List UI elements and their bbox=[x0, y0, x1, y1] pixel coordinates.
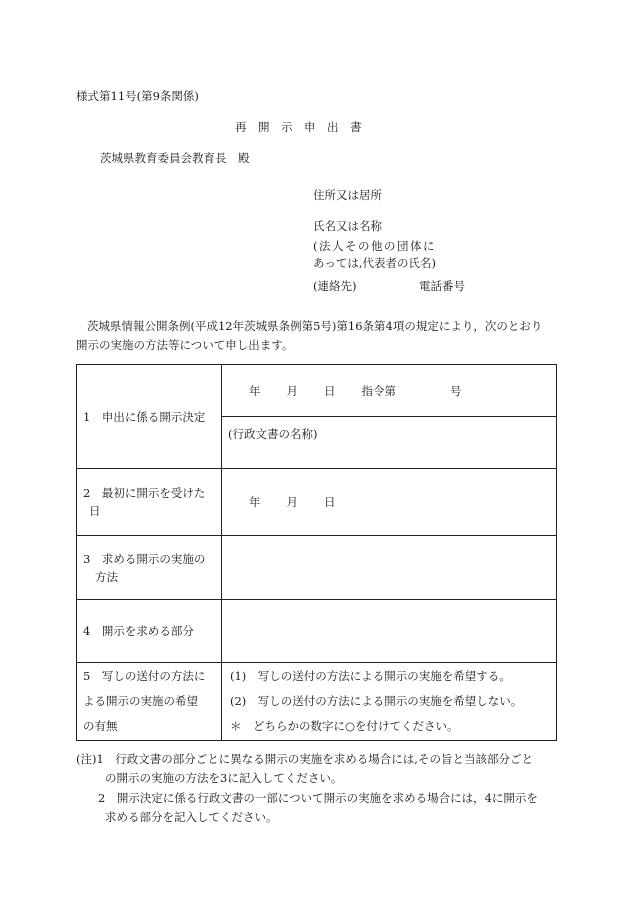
row5-options-cell bbox=[222, 663, 557, 741]
org-note-line1: (法人その他の団体に bbox=[313, 239, 436, 253]
addressee: 茨城県教育委員会教育長 殿 bbox=[100, 151, 250, 165]
name-label: 氏名又は名称 bbox=[313, 219, 382, 233]
row5-option1[interactable]: (1) 写しの送付の方法による開示の実施を希望する。 bbox=[230, 669, 511, 683]
row3-label-cell bbox=[77, 536, 222, 600]
phone-label: 電話番号 bbox=[419, 279, 465, 293]
row1-docname-cell[interactable] bbox=[222, 417, 557, 469]
row2-month: 月 bbox=[286, 495, 298, 509]
row3-value-cell[interactable] bbox=[222, 536, 557, 600]
row2-day: 日 bbox=[324, 495, 336, 509]
row2-date-cell[interactable] bbox=[222, 469, 557, 536]
note1-line1: (注)1 行政文書の部分ごとに異なる開示の実施を求める場合には,その旨と当該部分ごと bbox=[76, 752, 533, 766]
row5-label-line3: の有無 bbox=[83, 719, 118, 733]
row2-label-cell bbox=[77, 469, 222, 536]
form-number: 様式第11号(第9条関係) bbox=[76, 89, 199, 103]
row1-day: 日 bbox=[324, 383, 336, 398]
intro-line1: 茨城県情報公開条例(平成12年茨城県条例第5号)第16条第4項の規定により，次のとおり bbox=[87, 319, 543, 333]
row5-option2[interactable]: (2) 写しの送付の方法による開示の実施を希望しない。 bbox=[230, 694, 523, 708]
row1-month: 月 bbox=[286, 383, 298, 398]
row2-label-line2: 日 bbox=[89, 504, 101, 518]
row1-docname-label: (行政文書の名称) bbox=[228, 427, 318, 441]
row1-year: 年 bbox=[249, 383, 261, 398]
row1-label: 1 申出に係る開示決定 bbox=[83, 409, 206, 424]
row1-number: 号 bbox=[450, 383, 462, 398]
row5-label-cell bbox=[77, 663, 222, 741]
row5-label-line1: 5 写しの送付の方法に bbox=[83, 669, 206, 683]
intro-line2: 開示の実施の方法等について申し出ます。 bbox=[76, 338, 294, 352]
row3-label-line2: 方法 bbox=[95, 569, 118, 584]
row3-label-line1: 3 求める開示の実施の bbox=[83, 551, 206, 566]
org-note-line2: あっては,代表者の氏名) bbox=[313, 256, 437, 270]
row1-directive: 指令第 bbox=[361, 383, 396, 398]
row4-label-cell bbox=[77, 600, 222, 663]
row2-label-line1: 2 最初に開示を受けた bbox=[83, 486, 206, 500]
row1-label-cell bbox=[77, 365, 222, 469]
row2-year: 年 bbox=[249, 495, 261, 509]
row5-label-line2: よる開示の実施の希望 bbox=[83, 694, 198, 708]
contact-label: (連絡先) bbox=[313, 279, 357, 293]
row4-label: 4 開示を求める部分 bbox=[83, 624, 194, 638]
note2-line1: 2 開示決定に係る行政文書の一部について開示の実施を求める場合には，4に開示を bbox=[98, 791, 538, 805]
note1-line2: の開示の実施の方法を3に記入してください。 bbox=[105, 771, 343, 785]
application-table bbox=[76, 364, 557, 741]
address-label: 住所又は居所 bbox=[313, 188, 382, 202]
row1-date-cell[interactable] bbox=[222, 365, 557, 417]
note2-line2: 求める部分を記入してください。 bbox=[105, 810, 278, 824]
row4-value-cell[interactable] bbox=[222, 600, 557, 663]
page-title: 再 開 示 申 出 書 bbox=[235, 120, 362, 134]
row5-option3: ＊ どちらかの数字に○を付けてください。 bbox=[230, 719, 459, 733]
